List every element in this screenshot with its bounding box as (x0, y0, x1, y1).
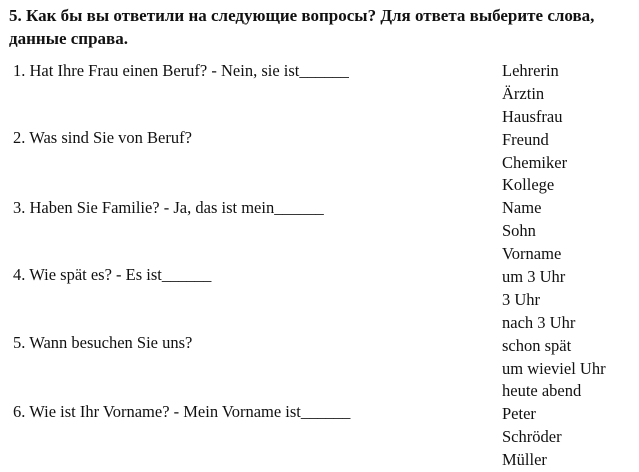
word-item: Hausfrau (502, 106, 563, 126)
word-item: Müller (502, 450, 547, 470)
word-item: Name (502, 198, 542, 218)
word-item: Ärztin (502, 83, 545, 103)
question-6: 6. Wie ist Ihr Vorname? - Mein Vorname ist______ (13, 402, 351, 421)
question-1: 1. Hat Ihre Frau einen Beruf? - Nein, sie ist______ (13, 61, 349, 80)
word-item: 3 Uhr (502, 289, 541, 309)
word-item: Vorname (502, 244, 562, 264)
word-item: Sohn (502, 221, 536, 241)
question-4: 4. Wie spät es? - Es ist______ (13, 265, 212, 284)
word-item: Freund (502, 129, 549, 149)
word-item: Lehrerin (502, 61, 559, 80)
question-3: 3. Haben Sie Familie? - Ja, das ist mein______ (13, 198, 324, 217)
word-item: schon spät (502, 335, 572, 355)
word-item: Chemiker (502, 152, 568, 172)
word-item: um wieviel Uhr (502, 358, 606, 378)
exercise-instruction: 5. Как бы вы ответили на следующие вопросы? Для ответа выберите слова, данные справа. (9, 6, 595, 48)
answer-word-list (502, 60, 606, 472)
word-item: heute abend (502, 381, 582, 401)
question-5: 5. Wann besuchen Sie uns? (13, 333, 193, 352)
word-item: Peter (502, 404, 536, 424)
word-item: nach 3 Uhr (502, 312, 576, 332)
question-2: 2. Was sind Sie von Beruf? (13, 128, 192, 147)
word-item: Kollege (502, 175, 555, 195)
word-item: um 3 Uhr (502, 267, 566, 287)
word-item: Schröder (502, 427, 562, 447)
